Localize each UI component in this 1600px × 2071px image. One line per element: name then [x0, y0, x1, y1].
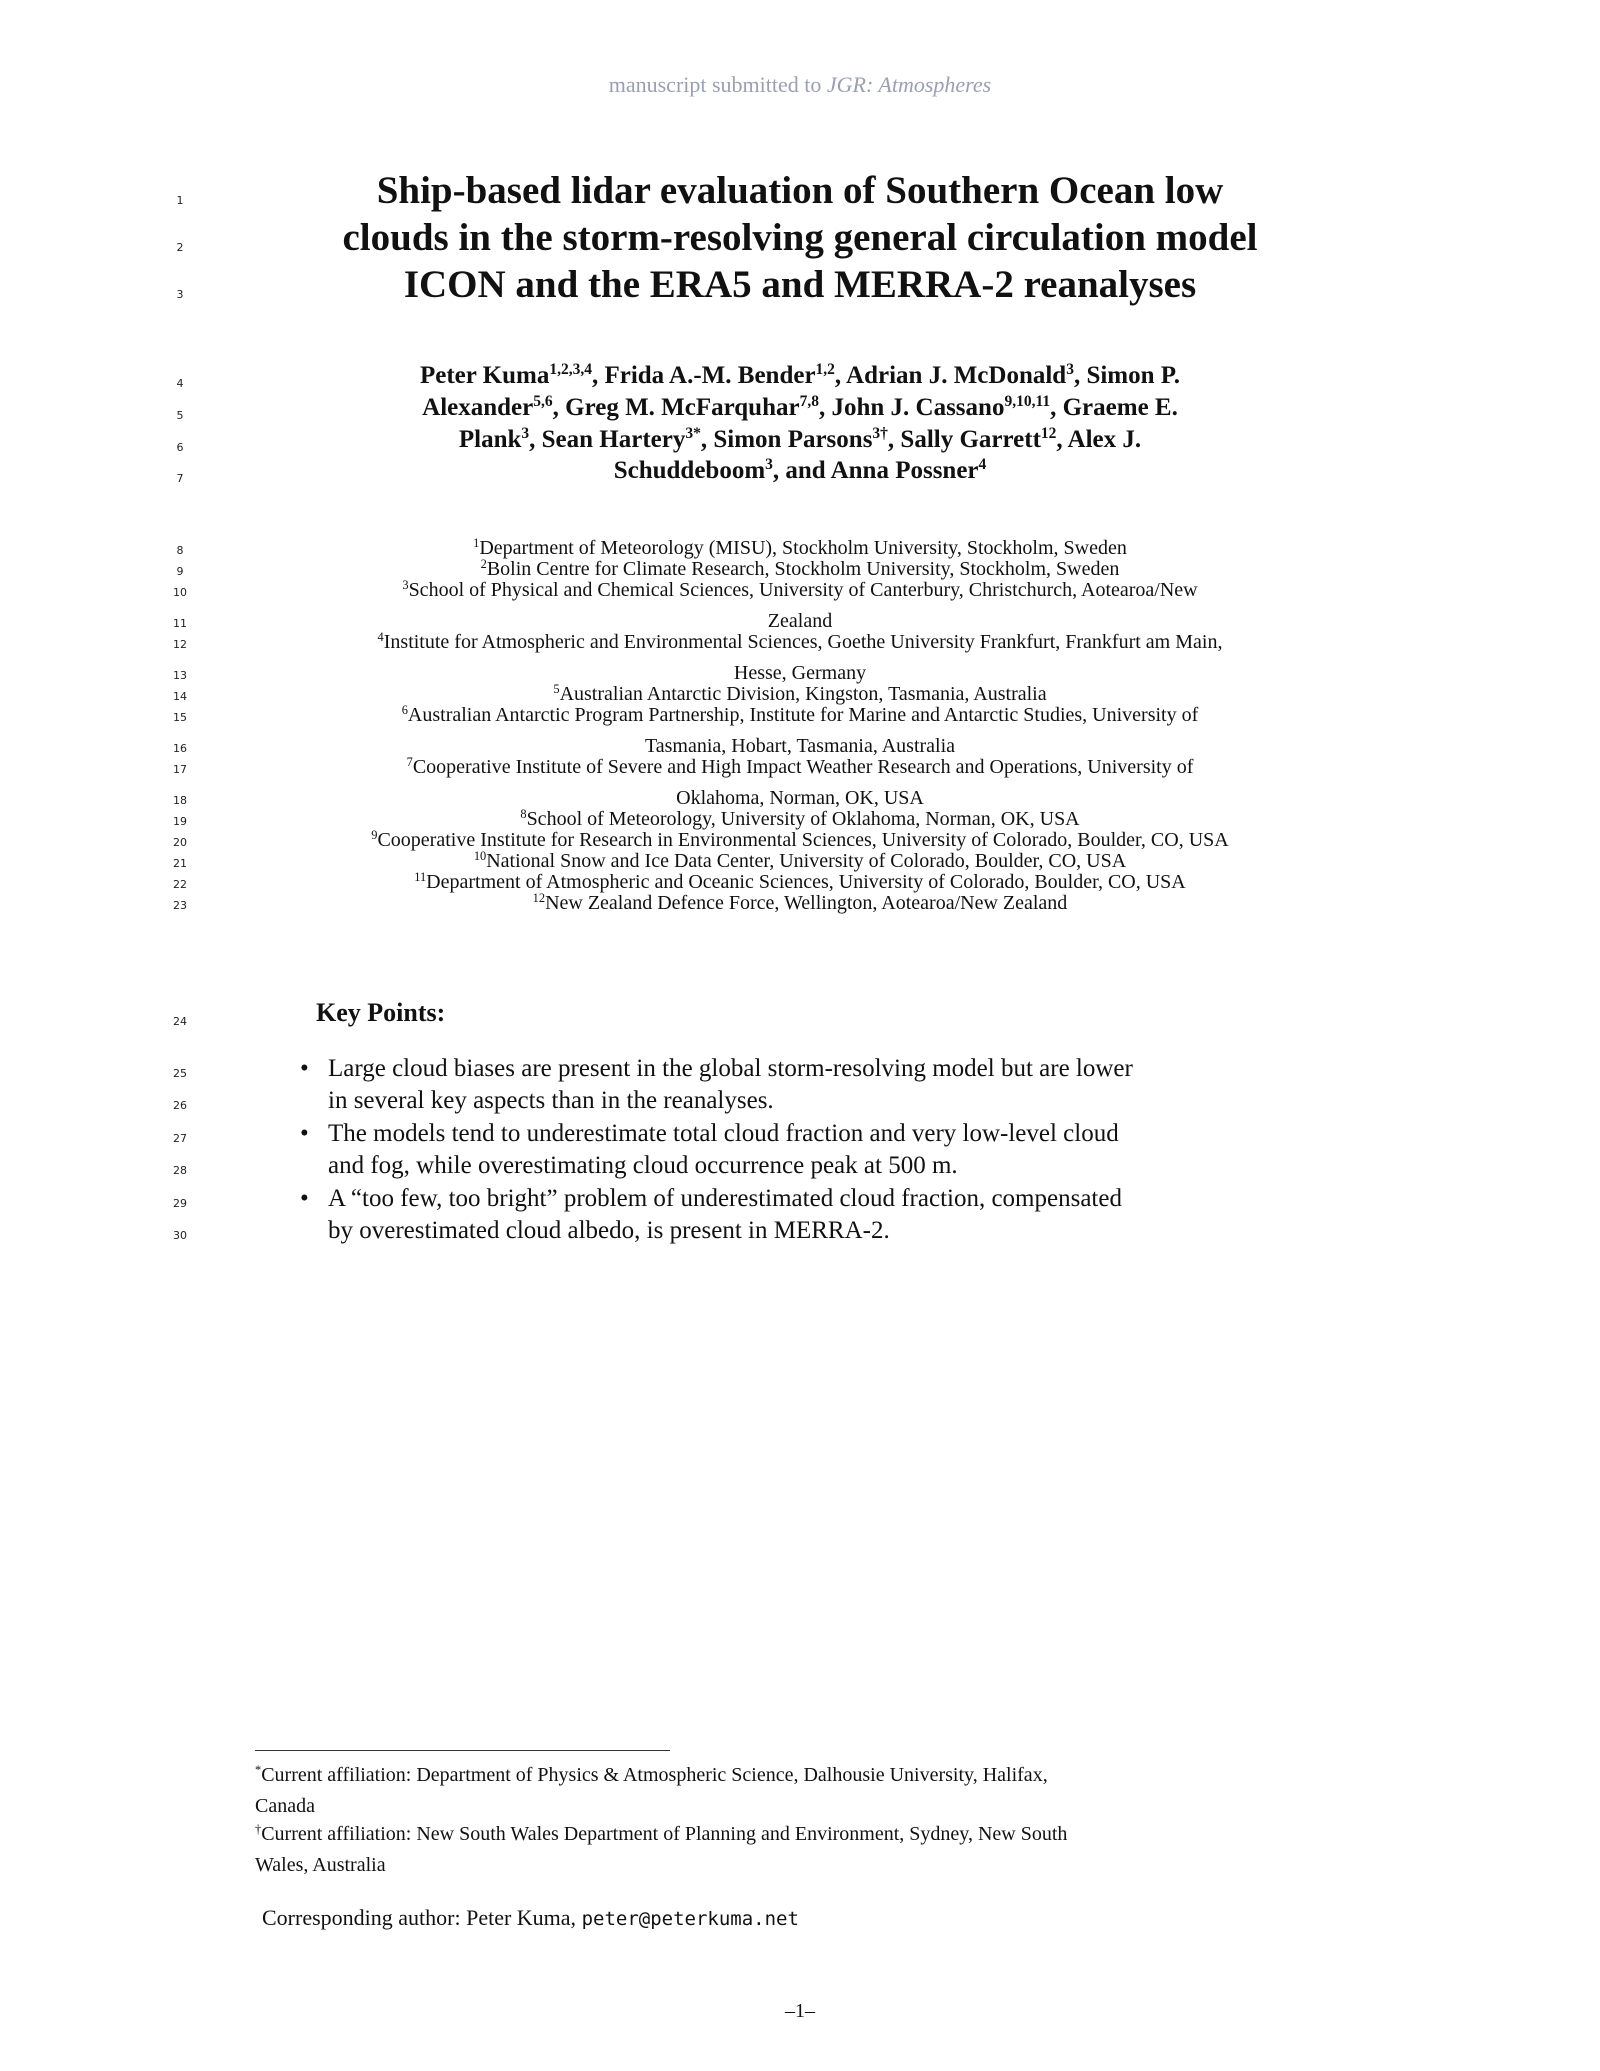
header-prefix: manuscript submitted to: [608, 72, 822, 97]
title-line: ICON and the ERA5 and MERRA-2 reanalyses: [403, 263, 1197, 306]
key-point-line: and fog, while overestimating cloud occurrence peak at 500 m.: [328, 1152, 958, 1179]
affiliation: $^2$Bolin Centre for Climate Research, Stockholm University, Stockholm, Sweden: [480, 557, 1120, 580]
affiliation: $^3$School of Physical and Chemical Sciences, University of Canterbury, Christchurch, Aotearoa/New: [402, 578, 1198, 601]
author-name: Anna Possner: [830, 457, 979, 484]
affiliation: $^{10}$National Snow and Ice Data Center, University of Colorado, Boulder, CO, USA: [473, 849, 1127, 872]
bullet-icon: •: [300, 1120, 309, 1147]
author-affiliation-marker: 3†: [872, 425, 888, 443]
author-name-part: Alexander: [422, 394, 534, 421]
line-number: 6: [176, 441, 184, 454]
line-number: 14: [173, 690, 187, 703]
author-affiliation-marker: 3*: [685, 425, 701, 443]
affiliation: $^{11}$Department of Atmospheric and Oceanic Sciences, University of Colorado, Boulder, CO, USA: [414, 870, 1186, 893]
title-line: clouds in the storm-resolving general circulation model: [342, 216, 1258, 259]
line-number: 30: [173, 1229, 187, 1242]
footnote: *Current affiliation: Department of Physics & Atmospheric Science, Dalhousie University, Halifax,: [255, 1763, 1048, 1786]
line-number: 29: [173, 1197, 187, 1210]
author-affiliation-marker: 5,6: [533, 393, 553, 411]
author-affiliation-marker: 12: [1040, 425, 1057, 443]
author-affiliation-marker: 3: [521, 425, 530, 443]
line-number: 4: [176, 377, 184, 390]
key-point-line: in several key aspects than in the reanalyses.: [328, 1087, 774, 1114]
running-header: [0, 72, 1600, 98]
affiliation: $^5$Australian Antarctic Division, Kingston, Tasmania, Australia: [553, 682, 1047, 705]
author-name: Frida A.-M. Bender: [604, 362, 816, 389]
author-name: Peter Kuma: [419, 362, 550, 389]
footnote-continuation: Wales, Australia: [255, 1854, 386, 1876]
corresponding-author: [262, 1905, 799, 1931]
footnote: †Current affiliation: New South Wales Department of Planning and Environment, Sydney, New South: [255, 1822, 1068, 1845]
affiliation: $^1$Department of Meteorology (MISU), Stockholm University, Stockholm, Sweden: [473, 536, 1127, 559]
affiliation: $^{12}$New Zealand Defence Force, Wellington, Aotearoa/New Zealand: [532, 891, 1068, 914]
author-name: Sally Garrett: [900, 426, 1041, 453]
author-affiliation-marker: 1,2,3,4: [549, 361, 592, 379]
line-number: 3: [176, 288, 184, 301]
footnote-continuation: Canada: [255, 1795, 315, 1817]
line-number: 11: [173, 617, 187, 630]
key-points-heading: Key Points:: [316, 998, 446, 1027]
key-point-line: Large cloud biases are present in the global storm-resolving model but are lower: [328, 1055, 1133, 1082]
line-number: 1: [176, 194, 184, 207]
line-number: 19: [173, 815, 187, 828]
line-number: 22: [173, 878, 187, 891]
line-number: 12: [173, 638, 187, 651]
affiliation-continuation: Oklahoma, Norman, OK, USA: [676, 787, 924, 809]
line-number: 17: [173, 763, 187, 776]
author-name: Greg M. McFarquhar: [565, 394, 800, 421]
key-point-line: A “too few, too bright” problem of underestimated cloud fraction, compensated: [328, 1185, 1122, 1212]
line-number: 13: [173, 669, 187, 682]
title-line: Ship-based lidar evaluation of Southern Ocean low: [376, 169, 1224, 212]
author-affiliation-marker: 4: [978, 456, 987, 474]
key-point-line: The models tend to underestimate total cloud fraction and very low-level cloud: [328, 1120, 1119, 1147]
line-number: 27: [173, 1132, 187, 1145]
author-name: Sean Hartery: [541, 426, 686, 453]
line-number: 15: [173, 711, 187, 724]
line-number: 28: [173, 1164, 187, 1177]
line-number: 26: [173, 1099, 187, 1112]
line-number: 5: [176, 409, 184, 422]
author-affiliation-marker: 9,10,11: [1004, 393, 1051, 411]
corresponding-label: Corresponding author:: [262, 1905, 461, 1930]
page-number: –1–: [785, 2000, 815, 2022]
affiliation: $^7$Cooperative Institute of Severe and High Impact Weather Research and Operations, University of: [406, 755, 1194, 778]
author-name-part: Plank: [458, 426, 522, 453]
author-affiliation-marker: 3: [1066, 361, 1074, 379]
header-journal: JGR: Atmospheres: [826, 72, 992, 97]
line-number: 7: [176, 472, 184, 485]
bullet-icon: •: [300, 1055, 309, 1082]
corresponding-email-link[interactable]: peter@peterkuma.net: [581, 1908, 799, 1930]
footnote-rule: [255, 1750, 670, 1751]
author-name-part: Simon P.: [1086, 362, 1181, 389]
affiliation-continuation: Tasmania, Hobart, Tasmania, Australia: [644, 735, 956, 757]
line-number: 21: [173, 857, 187, 870]
affiliation: $^8$School of Meteorology, University of Oklahoma, Norman, OK, USA: [520, 807, 1080, 830]
line-number: 16: [173, 742, 187, 755]
author-name-part: Schuddeboom: [613, 457, 766, 484]
author-name-part: Graeme E.: [1062, 394, 1178, 421]
line-number: 24: [173, 1015, 187, 1028]
author-name-part: Alex J.: [1067, 426, 1142, 453]
line-number: 9: [176, 565, 184, 578]
affiliation: $^9$Cooperative Institute for Research in Environmental Sciences, University of Colorado, Boulder, CO, USA: [371, 828, 1229, 851]
line-number: 10: [173, 586, 187, 599]
affiliation: $^6$Australian Antarctic Program Partnership, Institute for Marine and Antarctic Studies, University of: [401, 703, 1199, 726]
corresponding-name: Peter Kuma,: [466, 1905, 577, 1930]
author-name: Adrian J. McDonald: [846, 362, 1067, 389]
bullet-icon: •: [300, 1185, 309, 1212]
line-number: 23: [173, 899, 187, 912]
key-point-line: by overestimated cloud albedo, is present in MERRA-2.: [328, 1217, 890, 1244]
line-number: 2: [176, 241, 184, 254]
affiliation-continuation: Zealand: [767, 610, 833, 632]
author-name: John J. Cassano: [831, 394, 1005, 421]
author-name: Simon Parsons: [713, 426, 873, 453]
line-number: 18: [173, 794, 187, 807]
line-number: 25: [173, 1067, 187, 1080]
author-affiliation-marker: 7,8: [799, 393, 819, 411]
line-number: 20: [173, 836, 187, 849]
line-number: 8: [176, 544, 184, 557]
affiliation-continuation: Hesse, Germany: [733, 662, 867, 684]
author-affiliation-marker: 3: [765, 456, 773, 474]
author-affiliation-marker: 1,2: [815, 361, 835, 379]
affiliation: $^4$Institute for Atmospheric and Environmental Sciences, Goethe University Frankfurt, Frankfurt am Main,: [377, 630, 1223, 653]
